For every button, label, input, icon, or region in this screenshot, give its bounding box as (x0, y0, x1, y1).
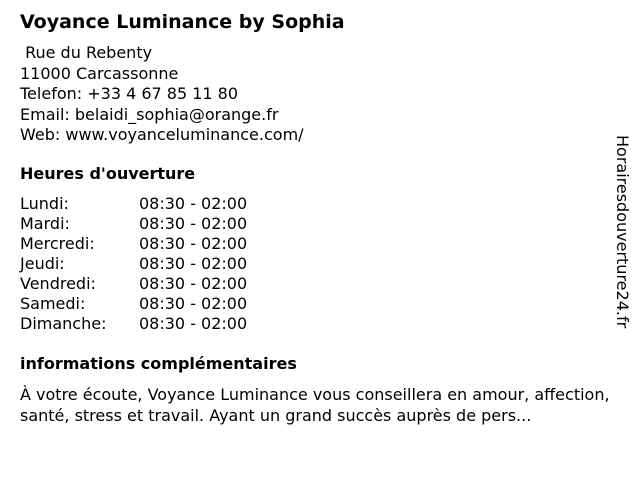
city-address: 11000 Carcassonne (20, 63, 179, 83)
day-label: Vendredi: (20, 274, 96, 293)
opening-hours-table (20, 194, 280, 334)
time-range: 08:30 - 02:00 (139, 194, 248, 213)
watermark-text: Horairesdouverture24.fr (613, 135, 632, 329)
info-heading: informations complémentaires (20, 354, 297, 373)
hours-row-saturday (20, 294, 280, 314)
phone-number[interactable]: Telefon: +33 4 67 85 11 80 (20, 84, 239, 103)
hours-row-sunday (20, 314, 280, 334)
time-range: 08:30 - 02:00 (139, 214, 248, 233)
day-label: Mercredi: (20, 234, 95, 253)
email-address[interactable]: Email: belaidi_sophia@orange.fr (20, 104, 279, 124)
hours-row-tuesday (20, 214, 280, 234)
hours-row-wednesday (20, 234, 280, 254)
day-label: Jeudi: (20, 254, 65, 273)
hours-row-monday (20, 194, 280, 214)
time-range: 08:30 - 02:00 (139, 274, 248, 293)
contact-block (20, 43, 304, 146)
hours-row-thursday (20, 254, 280, 274)
hours-row-friday (20, 274, 280, 294)
website-link[interactable]: Web: www.voyanceluminance.com/ (20, 125, 304, 144)
day-label: Lundi: (20, 194, 69, 213)
day-label: Mardi: (20, 214, 70, 233)
day-label: Samedi: (20, 294, 86, 313)
street-address: Rue du Rebenty (20, 43, 153, 62)
hours-heading: Heures d'ouverture (20, 164, 196, 183)
time-range: 08:30 - 02:00 (139, 314, 248, 333)
info-description: À votre écoute, Voyance Luminance vous conseillera en amour, affection, santé, stress et travail. Ayant un grand succès auprès de pers... (20, 385, 610, 425)
time-range: 08:30 - 02:00 (139, 294, 248, 313)
time-range: 08:30 - 02:00 (139, 234, 248, 253)
day-label: Dimanche: (20, 314, 107, 333)
time-range: 08:30 - 02:00 (139, 254, 248, 273)
business-name: Voyance Luminance by Sophia (20, 11, 345, 33)
